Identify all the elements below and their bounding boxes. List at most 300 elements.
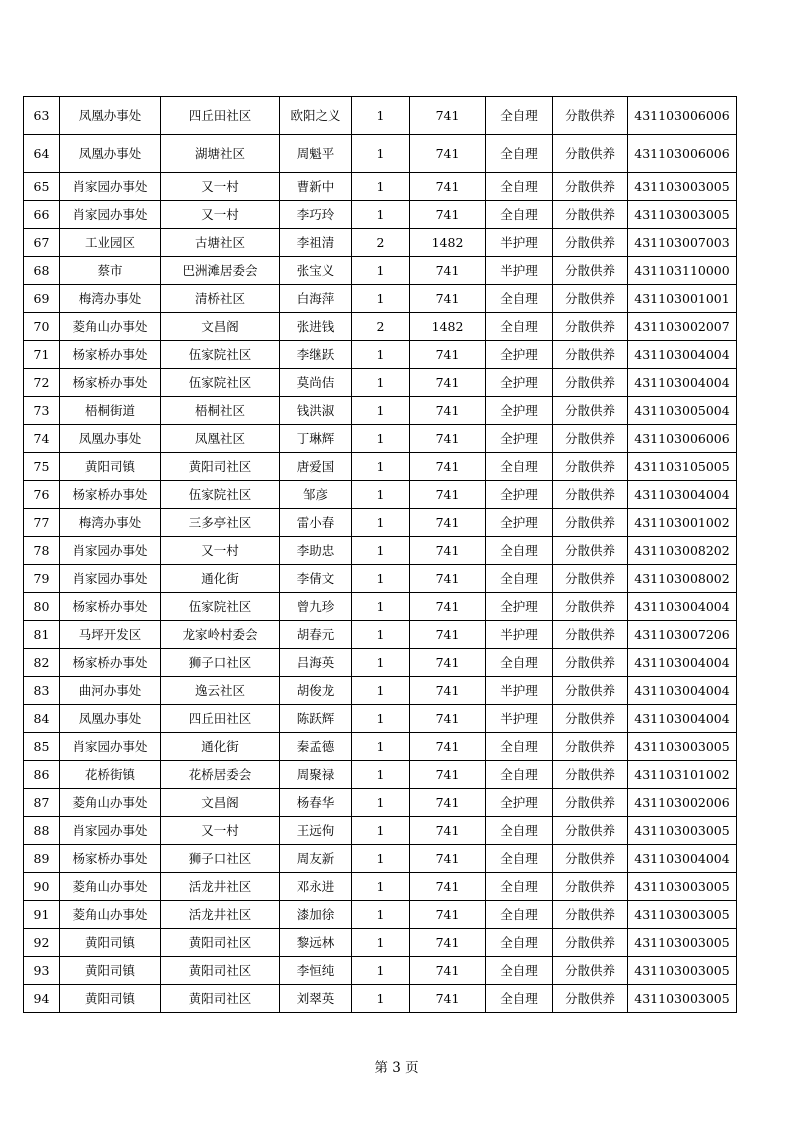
table-row <box>24 97 737 135</box>
cell-name: 曾九珍 <box>280 593 352 621</box>
cell-area-code: 431103006006 <box>628 135 737 173</box>
cell-name: 丁琳辉 <box>280 425 352 453</box>
cell-amount: 741 <box>410 929 486 957</box>
cell-district: 凤凰办事处 <box>60 705 161 733</box>
cell-row-index: 66 <box>24 201 60 229</box>
cell-area-code: 431103004004 <box>628 845 737 873</box>
cell-support-type: 分散供养 <box>553 565 628 593</box>
cell-amount: 741 <box>410 173 486 201</box>
table-row <box>24 873 737 901</box>
cell-district: 梧桐街道 <box>60 397 161 425</box>
cell-amount: 741 <box>410 97 486 135</box>
cell-row-index: 90 <box>24 873 60 901</box>
cell-count: 2 <box>352 313 410 341</box>
cell-support-type: 分散供养 <box>553 369 628 397</box>
cell-district: 梅湾办事处 <box>60 285 161 313</box>
cell-care-level: 半护理 <box>486 229 553 257</box>
cell-support-type: 分散供养 <box>553 761 628 789</box>
cell-support-type: 分散供养 <box>553 97 628 135</box>
table-row <box>24 201 737 229</box>
cell-area-code: 431103003005 <box>628 929 737 957</box>
cell-district: 菱角山办事处 <box>60 313 161 341</box>
cell-row-index: 82 <box>24 649 60 677</box>
cell-care-level: 全自理 <box>486 817 553 845</box>
cell-area-code: 431103003005 <box>628 201 737 229</box>
cell-count: 1 <box>352 453 410 481</box>
cell-community: 伍家院社区 <box>161 369 280 397</box>
cell-district: 肖家园办事处 <box>60 565 161 593</box>
cell-care-level: 半护理 <box>486 621 553 649</box>
cell-care-level: 全自理 <box>486 313 553 341</box>
cell-area-code: 431103003005 <box>628 873 737 901</box>
cell-count: 1 <box>352 649 410 677</box>
cell-care-level: 半护理 <box>486 705 553 733</box>
cell-support-type: 分散供养 <box>553 985 628 1013</box>
cell-name: 秦孟德 <box>280 733 352 761</box>
cell-community: 梧桐社区 <box>161 397 280 425</box>
cell-care-level: 全自理 <box>486 985 553 1013</box>
cell-count: 1 <box>352 705 410 733</box>
cell-care-level: 全自理 <box>486 733 553 761</box>
cell-name: 漆加徐 <box>280 901 352 929</box>
cell-area-code: 431103005004 <box>628 397 737 425</box>
cell-community: 伍家院社区 <box>161 481 280 509</box>
cell-name: 雷小春 <box>280 509 352 537</box>
cell-care-level: 全护理 <box>486 509 553 537</box>
cell-name: 白海萍 <box>280 285 352 313</box>
cell-district: 黄阳司镇 <box>60 957 161 985</box>
cell-amount: 741 <box>410 341 486 369</box>
cell-community: 伍家院社区 <box>161 593 280 621</box>
cell-care-level: 全自理 <box>486 565 553 593</box>
cell-row-index: 70 <box>24 313 60 341</box>
roster-table <box>23 96 737 1013</box>
cell-amount: 741 <box>410 901 486 929</box>
table-row <box>24 229 737 257</box>
cell-amount: 741 <box>410 789 486 817</box>
cell-amount: 741 <box>410 649 486 677</box>
cell-name: 刘翠英 <box>280 985 352 1013</box>
cell-community: 黄阳司社区 <box>161 929 280 957</box>
cell-district: 肖家园办事处 <box>60 817 161 845</box>
cell-district: 马坪开发区 <box>60 621 161 649</box>
cell-community: 逸云社区 <box>161 677 280 705</box>
cell-amount: 741 <box>410 705 486 733</box>
cell-care-level: 全自理 <box>486 929 553 957</box>
cell-name: 李继跃 <box>280 341 352 369</box>
cell-community: 伍家院社区 <box>161 341 280 369</box>
cell-care-level: 全自理 <box>486 135 553 173</box>
cell-care-level: 全护理 <box>486 789 553 817</box>
cell-support-type: 分散供养 <box>553 677 628 705</box>
cell-count: 1 <box>352 201 410 229</box>
cell-community: 花桥居委会 <box>161 761 280 789</box>
cell-row-index: 91 <box>24 901 60 929</box>
cell-amount: 741 <box>410 985 486 1013</box>
cell-district: 肖家园办事处 <box>60 537 161 565</box>
cell-name: 杨春华 <box>280 789 352 817</box>
cell-name: 胡春元 <box>280 621 352 649</box>
cell-support-type: 分散供养 <box>553 789 628 817</box>
page-number: 第 3 页 <box>374 1060 419 1076</box>
cell-community: 又一村 <box>161 537 280 565</box>
cell-name: 吕海英 <box>280 649 352 677</box>
cell-row-index: 86 <box>24 761 60 789</box>
cell-count: 1 <box>352 621 410 649</box>
cell-support-type: 分散供养 <box>553 313 628 341</box>
cell-support-type: 分散供养 <box>553 929 628 957</box>
cell-care-level: 全自理 <box>486 453 553 481</box>
cell-area-code: 431103003005 <box>628 817 737 845</box>
cell-district: 杨家桥办事处 <box>60 341 161 369</box>
cell-count: 1 <box>352 257 410 285</box>
table-row <box>24 565 737 593</box>
cell-area-code: 431103008002 <box>628 565 737 593</box>
cell-amount: 741 <box>410 369 486 397</box>
cell-name: 胡俊龙 <box>280 677 352 705</box>
cell-community: 通化街 <box>161 565 280 593</box>
cell-area-code: 431103003005 <box>628 733 737 761</box>
cell-name: 周聚禄 <box>280 761 352 789</box>
cell-community: 四丘田社区 <box>161 705 280 733</box>
cell-count: 1 <box>352 509 410 537</box>
cell-row-index: 85 <box>24 733 60 761</box>
cell-support-type: 分散供养 <box>553 621 628 649</box>
cell-area-code: 431103008202 <box>628 537 737 565</box>
cell-row-index: 72 <box>24 369 60 397</box>
cell-name: 周友新 <box>280 845 352 873</box>
cell-area-code: 431103001001 <box>628 285 737 313</box>
table-row <box>24 341 737 369</box>
cell-row-index: 69 <box>24 285 60 313</box>
cell-row-index: 78 <box>24 537 60 565</box>
cell-care-level: 全护理 <box>486 397 553 425</box>
cell-count: 1 <box>352 173 410 201</box>
cell-community: 狮子口社区 <box>161 649 280 677</box>
cell-count: 1 <box>352 817 410 845</box>
table-row <box>24 173 737 201</box>
cell-support-type: 分散供养 <box>553 537 628 565</box>
cell-area-code: 431103006006 <box>628 97 737 135</box>
table-row <box>24 985 737 1013</box>
cell-name: 李恒纯 <box>280 957 352 985</box>
cell-amount: 741 <box>410 845 486 873</box>
table-row <box>24 509 737 537</box>
cell-area-code: 431103004004 <box>628 481 737 509</box>
cell-support-type: 分散供养 <box>553 135 628 173</box>
cell-care-level: 全自理 <box>486 649 553 677</box>
cell-community: 又一村 <box>161 173 280 201</box>
cell-community: 黄阳司社区 <box>161 957 280 985</box>
cell-support-type: 分散供养 <box>553 229 628 257</box>
cell-district: 梅湾办事处 <box>60 509 161 537</box>
cell-support-type: 分散供养 <box>553 733 628 761</box>
table-row <box>24 425 737 453</box>
cell-care-level: 全自理 <box>486 845 553 873</box>
cell-district: 凤凰办事处 <box>60 135 161 173</box>
cell-support-type: 分散供养 <box>553 873 628 901</box>
cell-care-level: 半护理 <box>486 677 553 705</box>
cell-amount: 741 <box>410 817 486 845</box>
cell-community: 清桥社区 <box>161 285 280 313</box>
table-row <box>24 481 737 509</box>
cell-area-code: 431103003005 <box>628 985 737 1013</box>
cell-community: 四丘田社区 <box>161 97 280 135</box>
cell-district: 肖家园办事处 <box>60 201 161 229</box>
cell-district: 工业园区 <box>60 229 161 257</box>
cell-community: 黄阳司社区 <box>161 985 280 1013</box>
cell-district: 菱角山办事处 <box>60 789 161 817</box>
cell-row-index: 73 <box>24 397 60 425</box>
cell-amount: 1482 <box>410 229 486 257</box>
table-row <box>24 135 737 173</box>
cell-name: 钱洪淑 <box>280 397 352 425</box>
cell-amount: 741 <box>410 677 486 705</box>
cell-area-code: 431103101002 <box>628 761 737 789</box>
cell-row-index: 67 <box>24 229 60 257</box>
cell-area-code: 431103105005 <box>628 453 737 481</box>
cell-community: 活龙井社区 <box>161 873 280 901</box>
cell-district: 黄阳司镇 <box>60 985 161 1013</box>
cell-name: 李倩文 <box>280 565 352 593</box>
cell-count: 1 <box>352 677 410 705</box>
cell-row-index: 92 <box>24 929 60 957</box>
cell-support-type: 分散供养 <box>553 481 628 509</box>
cell-support-type: 分散供养 <box>553 257 628 285</box>
cell-district: 蔡市 <box>60 257 161 285</box>
cell-amount: 741 <box>410 481 486 509</box>
table-row <box>24 649 737 677</box>
cell-amount: 741 <box>410 565 486 593</box>
cell-district: 杨家桥办事处 <box>60 649 161 677</box>
cell-amount: 741 <box>410 761 486 789</box>
cell-care-level: 全护理 <box>486 369 553 397</box>
cell-care-level: 全自理 <box>486 761 553 789</box>
cell-support-type: 分散供养 <box>553 817 628 845</box>
cell-name: 张进钱 <box>280 313 352 341</box>
table-row <box>24 621 737 649</box>
cell-row-index: 74 <box>24 425 60 453</box>
cell-area-code: 431103002006 <box>628 789 737 817</box>
cell-district: 肖家园办事处 <box>60 733 161 761</box>
table-row <box>24 761 737 789</box>
cell-row-index: 81 <box>24 621 60 649</box>
cell-care-level: 全自理 <box>486 285 553 313</box>
cell-name: 李祖清 <box>280 229 352 257</box>
cell-row-index: 93 <box>24 957 60 985</box>
cell-count: 1 <box>352 481 410 509</box>
cell-amount: 741 <box>410 593 486 621</box>
cell-district: 杨家桥办事处 <box>60 481 161 509</box>
cell-district: 曲河办事处 <box>60 677 161 705</box>
cell-amount: 741 <box>410 285 486 313</box>
cell-name: 唐爱国 <box>280 453 352 481</box>
cell-care-level: 全护理 <box>486 593 553 621</box>
cell-amount: 741 <box>410 201 486 229</box>
cell-count: 1 <box>352 985 410 1013</box>
cell-amount: 741 <box>410 453 486 481</box>
cell-care-level: 全自理 <box>486 173 553 201</box>
cell-district: 黄阳司镇 <box>60 453 161 481</box>
cell-support-type: 分散供养 <box>553 845 628 873</box>
cell-name: 周魁平 <box>280 135 352 173</box>
cell-count: 1 <box>352 957 410 985</box>
table-row <box>24 313 737 341</box>
cell-area-code: 431103003005 <box>628 173 737 201</box>
cell-care-level: 全自理 <box>486 537 553 565</box>
table-row <box>24 817 737 845</box>
table-row <box>24 929 737 957</box>
cell-district: 花桥街镇 <box>60 761 161 789</box>
table-row <box>24 397 737 425</box>
cell-name: 李巧玲 <box>280 201 352 229</box>
cell-name: 李助忠 <box>280 537 352 565</box>
cell-community: 凤凰社区 <box>161 425 280 453</box>
table-row <box>24 369 737 397</box>
cell-count: 1 <box>352 873 410 901</box>
table-row <box>24 285 737 313</box>
cell-area-code: 431103006006 <box>628 425 737 453</box>
cell-row-index: 89 <box>24 845 60 873</box>
cell-care-level: 全护理 <box>486 341 553 369</box>
table-row <box>24 593 737 621</box>
cell-community: 又一村 <box>161 201 280 229</box>
cell-count: 1 <box>352 593 410 621</box>
cell-row-index: 87 <box>24 789 60 817</box>
cell-community: 狮子口社区 <box>161 845 280 873</box>
cell-support-type: 分散供养 <box>553 649 628 677</box>
cell-district: 黄阳司镇 <box>60 929 161 957</box>
cell-district: 肖家园办事处 <box>60 173 161 201</box>
cell-care-level: 全自理 <box>486 97 553 135</box>
cell-support-type: 分散供养 <box>553 509 628 537</box>
cell-count: 1 <box>352 425 410 453</box>
cell-area-code: 431103004004 <box>628 369 737 397</box>
cell-count: 1 <box>352 341 410 369</box>
table-row <box>24 677 737 705</box>
cell-care-level: 全自理 <box>486 957 553 985</box>
cell-area-code: 431103004004 <box>628 649 737 677</box>
cell-count: 1 <box>352 845 410 873</box>
cell-count: 1 <box>352 97 410 135</box>
cell-care-level: 全护理 <box>486 425 553 453</box>
cell-support-type: 分散供养 <box>553 285 628 313</box>
cell-amount: 741 <box>410 397 486 425</box>
cell-name: 黎远林 <box>280 929 352 957</box>
cell-community: 黄阳司社区 <box>161 453 280 481</box>
cell-area-code: 431103007003 <box>628 229 737 257</box>
cell-row-index: 65 <box>24 173 60 201</box>
cell-count: 1 <box>352 789 410 817</box>
cell-row-index: 88 <box>24 817 60 845</box>
cell-community: 巴洲滩居委会 <box>161 257 280 285</box>
cell-care-level: 全护理 <box>486 481 553 509</box>
roster-body <box>24 97 737 1013</box>
cell-district: 杨家桥办事处 <box>60 369 161 397</box>
table-row <box>24 537 737 565</box>
cell-district: 凤凰办事处 <box>60 425 161 453</box>
cell-row-index: 84 <box>24 705 60 733</box>
cell-count: 1 <box>352 285 410 313</box>
cell-community: 通化街 <box>161 733 280 761</box>
cell-care-level: 全自理 <box>486 901 553 929</box>
cell-community: 古塘社区 <box>161 229 280 257</box>
cell-row-index: 79 <box>24 565 60 593</box>
cell-area-code: 431103001002 <box>628 509 737 537</box>
cell-community: 又一村 <box>161 817 280 845</box>
cell-support-type: 分散供养 <box>553 453 628 481</box>
cell-row-index: 83 <box>24 677 60 705</box>
cell-district: 杨家桥办事处 <box>60 845 161 873</box>
table-row <box>24 705 737 733</box>
cell-area-code: 431103004004 <box>628 677 737 705</box>
cell-row-index: 64 <box>24 135 60 173</box>
cell-count: 2 <box>352 229 410 257</box>
cell-care-level: 全自理 <box>486 201 553 229</box>
cell-count: 1 <box>352 733 410 761</box>
table-row <box>24 901 737 929</box>
cell-amount: 741 <box>410 621 486 649</box>
cell-community: 文昌阁 <box>161 789 280 817</box>
cell-amount: 741 <box>410 873 486 901</box>
cell-name: 邓永进 <box>280 873 352 901</box>
cell-support-type: 分散供养 <box>553 593 628 621</box>
cell-amount: 741 <box>410 957 486 985</box>
table-row <box>24 845 737 873</box>
cell-care-level: 半护理 <box>486 257 553 285</box>
cell-area-code: 431103004004 <box>628 705 737 733</box>
cell-amount: 741 <box>410 425 486 453</box>
table-row <box>24 733 737 761</box>
cell-support-type: 分散供养 <box>553 957 628 985</box>
cell-name: 邹彦 <box>280 481 352 509</box>
cell-count: 1 <box>352 929 410 957</box>
cell-area-code: 431103003005 <box>628 957 737 985</box>
cell-support-type: 分散供养 <box>553 201 628 229</box>
cell-support-type: 分散供养 <box>553 341 628 369</box>
cell-community: 三多亭社区 <box>161 509 280 537</box>
cell-care-level: 全自理 <box>486 873 553 901</box>
cell-support-type: 分散供养 <box>553 705 628 733</box>
cell-name: 曹新中 <box>280 173 352 201</box>
cell-count: 1 <box>352 761 410 789</box>
cell-support-type: 分散供养 <box>553 425 628 453</box>
cell-support-type: 分散供养 <box>553 397 628 425</box>
cell-count: 1 <box>352 135 410 173</box>
cell-row-index: 75 <box>24 453 60 481</box>
cell-community: 湖塘社区 <box>161 135 280 173</box>
cell-support-type: 分散供养 <box>553 173 628 201</box>
cell-community: 文昌阁 <box>161 313 280 341</box>
cell-community: 活龙井社区 <box>161 901 280 929</box>
cell-area-code: 431103003005 <box>628 901 737 929</box>
table-row <box>24 789 737 817</box>
cell-name: 莫尚佶 <box>280 369 352 397</box>
cell-area-code: 431103002007 <box>628 313 737 341</box>
cell-row-index: 76 <box>24 481 60 509</box>
cell-row-index: 94 <box>24 985 60 1013</box>
cell-count: 1 <box>352 369 410 397</box>
cell-row-index: 77 <box>24 509 60 537</box>
cell-row-index: 63 <box>24 97 60 135</box>
cell-row-index: 80 <box>24 593 60 621</box>
cell-amount: 741 <box>410 509 486 537</box>
cell-name: 欧阳之义 <box>280 97 352 135</box>
cell-district: 菱角山办事处 <box>60 873 161 901</box>
cell-count: 1 <box>352 537 410 565</box>
cell-count: 1 <box>352 901 410 929</box>
cell-area-code: 431103004004 <box>628 593 737 621</box>
